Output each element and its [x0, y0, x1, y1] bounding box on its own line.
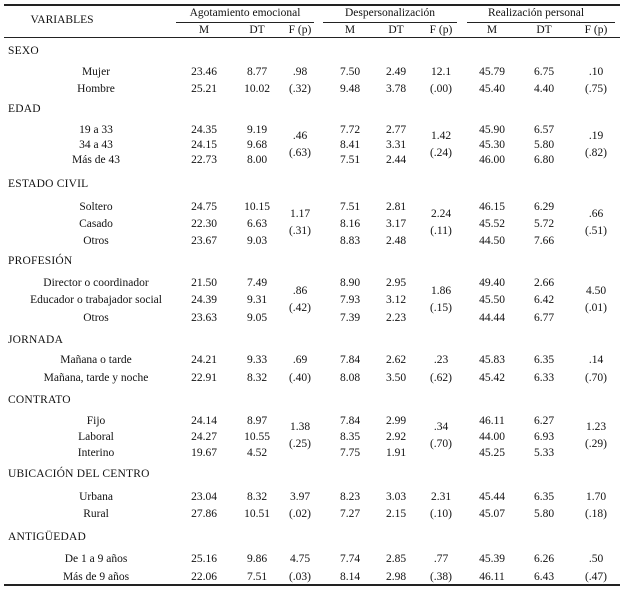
- cell-value: 8.32: [246, 372, 268, 384]
- cell-value: 2.49: [385, 66, 407, 78]
- subheader-dt-1: DT: [249, 24, 265, 36]
- cell-value: 6.77: [533, 312, 555, 324]
- f-statistic: 1.17: [289, 208, 311, 220]
- cell-value: 45.25: [479, 447, 505, 459]
- cell-value: 6.27: [533, 415, 555, 427]
- row-label: Más de 43: [72, 154, 120, 166]
- cell-value: 7.27: [339, 508, 361, 520]
- f-statistic: 1.38: [289, 421, 311, 433]
- cell-value: 7.39: [339, 312, 361, 324]
- section-title: ANTIGÜEDAD: [8, 531, 87, 543]
- cell-value: 45.42: [479, 372, 505, 384]
- cell-value: 44.44: [479, 312, 505, 324]
- cell-value: 6.43: [533, 571, 555, 583]
- cell-value: 3.31: [385, 139, 407, 151]
- cell-value: 24.39: [191, 294, 217, 306]
- cell-value: 22.30: [191, 218, 217, 230]
- p-value: (.51): [584, 225, 608, 237]
- f-statistic: .66: [588, 208, 604, 220]
- cell-value: 7.66: [533, 235, 555, 247]
- cell-value: 6.35: [533, 354, 555, 366]
- p-value: (.10): [429, 508, 453, 520]
- cell-value: 23.46: [191, 66, 217, 78]
- cell-value: 24.75: [191, 201, 217, 213]
- f-statistic: 2.24: [430, 208, 452, 220]
- p-value: (.15): [429, 302, 453, 314]
- section-title: EDAD: [8, 103, 41, 115]
- p-value: (.42): [288, 302, 312, 314]
- cell-value: 2.23: [385, 312, 407, 324]
- p-value: (.18): [584, 508, 608, 520]
- p-value: (.32): [288, 83, 312, 95]
- subheader-m-1: M: [198, 24, 210, 36]
- cell-value: 2.85: [385, 553, 407, 565]
- cell-value: 2.98: [385, 571, 407, 583]
- cell-value: 9.33: [246, 354, 268, 366]
- cell-value: 22.91: [191, 372, 217, 384]
- cell-value: 23.04: [191, 491, 217, 503]
- cell-value: 9.68: [246, 139, 268, 151]
- p-value: (.70): [429, 438, 453, 450]
- f-statistic: 1.23: [585, 421, 607, 433]
- f-statistic: 1.86: [430, 285, 452, 297]
- cell-value: 5.33: [533, 447, 555, 459]
- p-value: (.82): [584, 147, 608, 159]
- cell-value: 7.50: [339, 66, 361, 78]
- cell-value: 7.49: [246, 277, 268, 289]
- cell-value: 24.15: [191, 139, 217, 151]
- f-statistic: .50: [588, 553, 604, 565]
- cell-value: 8.97: [246, 415, 268, 427]
- row-label: Otros: [83, 312, 109, 324]
- cell-value: 8.77: [246, 66, 268, 78]
- p-value: (.47): [584, 571, 608, 583]
- cell-value: 27.86: [191, 508, 217, 520]
- cell-value: 5.72: [533, 218, 555, 230]
- cell-value: 2.95: [385, 277, 407, 289]
- cell-value: 7.74: [339, 553, 361, 565]
- row-label: Otros: [83, 235, 109, 247]
- cell-value: 9.31: [246, 294, 268, 306]
- cell-value: 6.75: [533, 66, 555, 78]
- cell-value: 6.80: [533, 154, 555, 166]
- subheader-fp-1: F (p): [288, 24, 312, 36]
- p-value: (.62): [429, 372, 453, 384]
- row-label: Casado: [79, 218, 113, 230]
- cell-value: 6.26: [533, 553, 555, 565]
- cell-value: 22.73: [191, 154, 217, 166]
- cell-value: 7.84: [339, 354, 361, 366]
- header-bottom-rule: [4, 37, 620, 38]
- table-bottom-rule: [4, 584, 620, 586]
- cell-value: 2.99: [385, 415, 407, 427]
- cell-value: 23.63: [191, 312, 217, 324]
- p-value: (.02): [288, 508, 312, 520]
- p-value: (.11): [430, 225, 452, 237]
- header-underline-despersonalizacion: [323, 22, 457, 23]
- cell-value: 6.35: [533, 491, 555, 503]
- cell-value: 46.11: [479, 571, 505, 583]
- row-label: Fijo: [86, 415, 106, 427]
- cell-value: 6.42: [533, 294, 555, 306]
- f-statistic: .77: [433, 553, 449, 565]
- cell-value: 8.83: [339, 235, 361, 247]
- f-statistic: 4.50: [585, 285, 607, 297]
- cell-value: 10.55: [244, 431, 270, 443]
- p-value: (.31): [288, 225, 312, 237]
- row-label: Interino: [77, 447, 115, 459]
- cell-value: 8.16: [339, 218, 361, 230]
- cell-value: 45.50: [479, 294, 505, 306]
- cell-value: 23.67: [191, 235, 217, 247]
- cell-value: 1.91: [385, 447, 407, 459]
- section-title: PROFESIÓN: [8, 255, 73, 267]
- f-statistic: .86: [292, 285, 308, 297]
- cell-value: 44.50: [479, 235, 505, 247]
- cell-value: 9.05: [246, 312, 268, 324]
- section-title: JORNADA: [8, 334, 64, 346]
- row-label: Mañana o tarde: [60, 354, 132, 366]
- row-label: Director o coordinador: [43, 277, 149, 289]
- cell-value: 5.80: [533, 508, 555, 520]
- cell-value: 9.03: [246, 235, 268, 247]
- section-title: SEXO: [8, 45, 39, 57]
- cell-value: 9.86: [246, 553, 268, 565]
- cell-value: 3.12: [385, 294, 407, 306]
- f-statistic: 1.70: [585, 491, 607, 503]
- cell-value: 7.51: [339, 201, 361, 213]
- cell-value: 45.30: [479, 139, 505, 151]
- header-despersonalizacion: Despersonalización: [344, 7, 436, 19]
- cell-value: 2.77: [385, 124, 407, 136]
- cell-value: 44.00: [479, 431, 505, 443]
- cell-value: 24.27: [191, 431, 217, 443]
- f-statistic: .14: [588, 354, 604, 366]
- cell-value: 9.19: [246, 124, 268, 136]
- p-value: (.75): [584, 83, 608, 95]
- cell-value: 8.35: [339, 431, 361, 443]
- cell-value: 2.15: [385, 508, 407, 520]
- row-label: 19 a 33: [79, 124, 113, 136]
- subheader-fp-2: F (p): [429, 24, 453, 36]
- cell-value: 25.21: [191, 83, 217, 95]
- cell-value: 24.35: [191, 124, 217, 136]
- cell-value: 2.62: [385, 354, 407, 366]
- f-statistic: .46: [292, 130, 308, 142]
- header-variables: VARIABLES: [30, 14, 94, 26]
- cell-value: 7.75: [339, 447, 361, 459]
- header-realizacion: Realización personal: [487, 7, 585, 19]
- cell-value: 19.67: [191, 447, 217, 459]
- p-value: (.38): [429, 571, 453, 583]
- cell-value: 9.48: [339, 83, 361, 95]
- p-value: (.24): [429, 147, 453, 159]
- f-statistic: 12.1: [430, 66, 452, 78]
- cell-value: 2.44: [385, 154, 407, 166]
- section-title: CONTRATO: [8, 394, 71, 406]
- cell-value: 4.40: [533, 83, 555, 95]
- cell-value: 6.63: [246, 218, 268, 230]
- cell-value: 5.80: [533, 139, 555, 151]
- cell-value: 45.44: [479, 491, 505, 503]
- subheader-m-2: M: [344, 24, 356, 36]
- cell-value: 22.06: [191, 571, 217, 583]
- cell-value: 8.08: [339, 372, 361, 384]
- row-label: Mañana, tarde y noche: [43, 372, 149, 384]
- f-statistic: 1.42: [430, 130, 452, 142]
- cell-value: 3.50: [385, 372, 407, 384]
- cell-value: 45.40: [479, 83, 505, 95]
- f-statistic: 2.31: [430, 491, 452, 503]
- cell-value: 8.23: [339, 491, 361, 503]
- cell-value: 45.90: [479, 124, 505, 136]
- section-title: ESTADO CIVIL: [8, 178, 89, 190]
- p-value: (.40): [288, 372, 312, 384]
- cell-value: 45.83: [479, 354, 505, 366]
- cell-value: 7.93: [339, 294, 361, 306]
- cell-value: 7.51: [246, 571, 268, 583]
- cell-value: 2.81: [385, 201, 407, 213]
- p-value: (.29): [584, 438, 608, 450]
- f-statistic: .69: [292, 354, 308, 366]
- cell-value: 7.51: [339, 154, 361, 166]
- cell-value: 46.11: [479, 415, 505, 427]
- row-label: Urbana: [79, 491, 113, 503]
- cell-value: 45.52: [479, 218, 505, 230]
- header-underline-agotamiento: [176, 22, 314, 23]
- cell-value: 2.66: [533, 277, 555, 289]
- row-label: De 1 a 9 años: [64, 553, 128, 565]
- cell-value: 46.00: [479, 154, 505, 166]
- cell-value: 24.21: [191, 354, 217, 366]
- row-label: Más de 9 años: [62, 571, 130, 583]
- header-agotamiento: Agotamiento emocional: [189, 7, 301, 19]
- table-top-rule: [4, 4, 620, 6]
- cell-value: 6.29: [533, 201, 555, 213]
- cell-value: 10.51: [244, 508, 270, 520]
- cell-value: 10.15: [244, 201, 270, 213]
- cell-value: 45.07: [479, 508, 505, 520]
- cell-value: 24.14: [191, 415, 217, 427]
- p-value: (.03): [288, 571, 312, 583]
- cell-value: 10.02: [244, 83, 270, 95]
- f-statistic: .23: [433, 354, 449, 366]
- row-label: 34 a 43: [79, 139, 113, 151]
- p-value: (.63): [288, 147, 312, 159]
- f-statistic: .19: [588, 130, 604, 142]
- row-label: Educador o trabajador social: [30, 294, 162, 306]
- cell-value: 2.48: [385, 235, 407, 247]
- cell-value: 6.93: [533, 431, 555, 443]
- f-statistic: .98: [292, 66, 308, 78]
- p-value: (.00): [429, 83, 453, 95]
- row-label: Soltero: [79, 201, 113, 213]
- cell-value: 2.92: [385, 431, 407, 443]
- subheader-m-3: M: [486, 24, 498, 36]
- row-label: Rural: [83, 508, 109, 520]
- p-value: (.01): [584, 302, 608, 314]
- cell-value: 8.14: [339, 571, 361, 583]
- f-statistic: 3.97: [289, 491, 311, 503]
- cell-value: 4.52: [246, 447, 268, 459]
- f-statistic: .10: [588, 66, 604, 78]
- p-value: (.25): [288, 438, 312, 450]
- subheader-dt-2: DT: [388, 24, 404, 36]
- f-statistic: .34: [433, 421, 449, 433]
- cell-value: 8.32: [246, 491, 268, 503]
- cell-value: 6.33: [533, 372, 555, 384]
- header-underline-realizacion: [467, 22, 615, 23]
- section-title: UBICACIÓN DEL CENTRO: [8, 468, 150, 480]
- cell-value: 3.03: [385, 491, 407, 503]
- cell-value: 49.40: [479, 277, 505, 289]
- row-label: Hombre: [77, 83, 115, 95]
- cell-value: 8.41: [339, 139, 361, 151]
- cell-value: 8.90: [339, 277, 361, 289]
- row-label: Mujer: [81, 66, 111, 78]
- cell-value: 21.50: [191, 277, 217, 289]
- cell-value: 6.57: [533, 124, 555, 136]
- subheader-dt-3: DT: [536, 24, 552, 36]
- cell-value: 45.39: [479, 553, 505, 565]
- cell-value: 25.16: [191, 553, 217, 565]
- f-statistic: 4.75: [289, 553, 311, 565]
- cell-value: 3.78: [385, 83, 407, 95]
- subheader-fp-3: F (p): [584, 24, 608, 36]
- cell-value: 7.84: [339, 415, 361, 427]
- cell-value: 7.72: [339, 124, 361, 136]
- cell-value: 45.79: [479, 66, 505, 78]
- cell-value: 3.17: [385, 218, 407, 230]
- cell-value: 8.00: [246, 154, 268, 166]
- cell-value: 46.15: [479, 201, 505, 213]
- p-value: (.70): [584, 372, 608, 384]
- row-label: Laboral: [78, 431, 114, 443]
